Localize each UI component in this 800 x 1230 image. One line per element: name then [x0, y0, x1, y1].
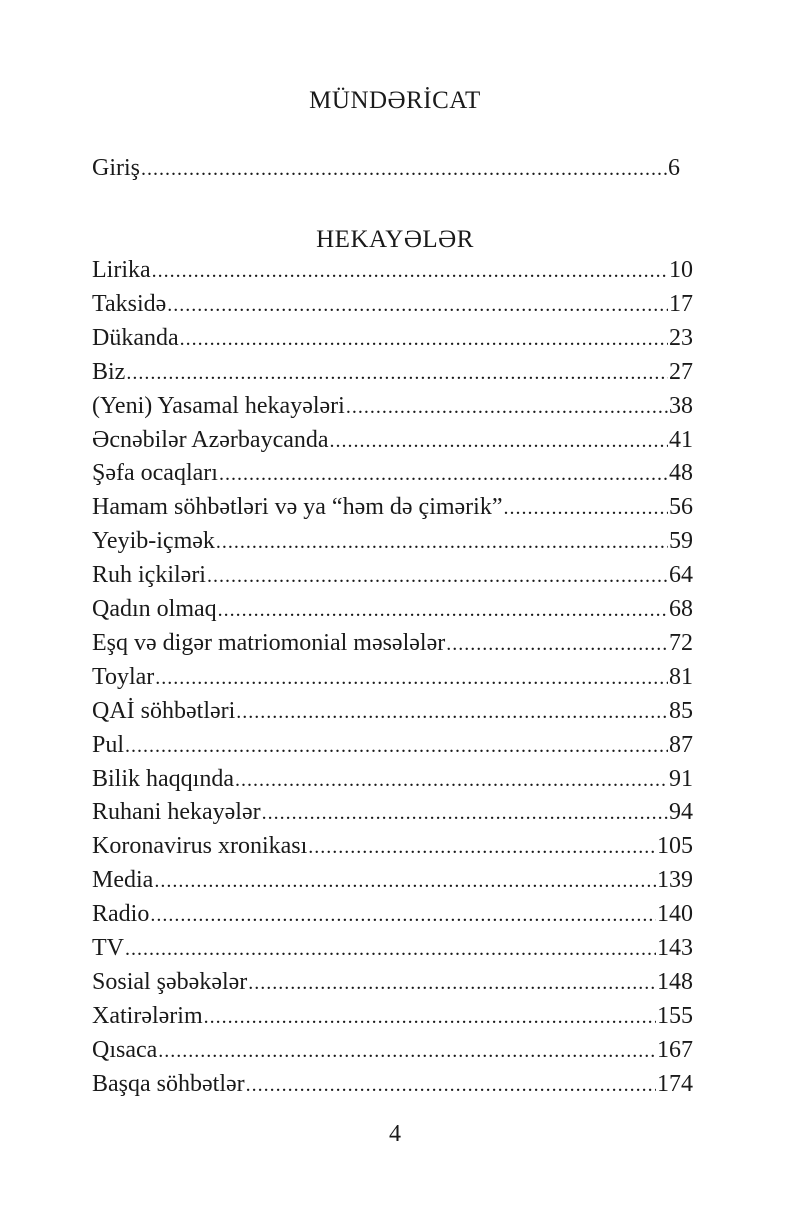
toc-entry-label: QAİ söhbətləri	[92, 697, 236, 724]
dot-leader	[126, 362, 668, 385]
dot-leader	[207, 565, 668, 588]
toc-entry-label: Media	[92, 867, 154, 894]
toc-entry[interactable]	[92, 732, 693, 764]
toc-entry-page: 64	[669, 562, 693, 589]
dot-leader	[152, 260, 668, 283]
dot-leader	[180, 328, 668, 351]
toc-entry-label: Pul	[92, 731, 125, 758]
toc-entry-page: 10	[669, 257, 693, 283]
toc-entry-page: 155	[657, 1002, 693, 1029]
toc-entry[interactable]	[92, 257, 693, 289]
toc-entry[interactable]	[92, 901, 693, 933]
toc-entry-label: Giriş	[92, 155, 140, 181]
dot-leader	[218, 599, 668, 622]
toc-entry-label: Qadın olmaq	[92, 596, 217, 622]
toc-entry-page: 41	[669, 426, 693, 453]
toc-entry-label: Ruhani hekayələr	[92, 799, 261, 826]
toc-entry[interactable]	[92, 833, 693, 865]
dot-leader	[246, 1074, 656, 1097]
dot-leader	[154, 870, 656, 893]
dot-leader	[125, 938, 656, 961]
toc-entry-label: Bilik haqqında	[92, 765, 234, 792]
toc-entry-label: Qısaca	[92, 1036, 158, 1063]
toc-entry-page: 143	[657, 935, 693, 961]
toc-entry[interactable]	[92, 1071, 693, 1103]
toc-entry[interactable]	[92, 562, 693, 594]
dot-leader	[167, 294, 668, 317]
toc-entry-page: 48	[669, 460, 693, 487]
toc-entry[interactable]	[92, 630, 693, 662]
toc-entry-label: Xatirələrim	[92, 1002, 203, 1029]
toc-entry-page: 85	[669, 697, 693, 724]
toc-entry-page: 59	[669, 528, 693, 555]
dot-leader	[262, 802, 668, 825]
toc-entry-label: Şəfa ocaqları	[92, 460, 218, 487]
toc-entry[interactable]	[92, 325, 693, 357]
toc-entry[interactable]	[92, 528, 693, 560]
toc-entry-label: Dükanda	[92, 324, 179, 351]
dot-leader	[150, 904, 656, 927]
toc-entry-label: Taksidə	[92, 290, 167, 317]
toc-entry-page: 174	[657, 1070, 693, 1097]
toc-entry[interactable]	[92, 427, 693, 459]
page-number: 4	[389, 1121, 401, 1147]
toc-entry[interactable]	[92, 291, 693, 323]
toc-entry[interactable]	[92, 698, 693, 730]
section-title: HEKAYƏLƏR	[316, 226, 474, 253]
dot-leader	[330, 430, 668, 453]
toc-entry[interactable]	[92, 1003, 693, 1035]
dot-leader	[216, 531, 668, 554]
toc-entry-page: 148	[657, 968, 693, 995]
toc-entry[interactable]	[92, 596, 693, 628]
toc-entry-page: 139	[657, 867, 693, 894]
toc-entry[interactable]	[92, 494, 693, 526]
toc-entry-label: Ruh içkiləri	[92, 562, 206, 589]
dot-leader	[155, 667, 668, 690]
dot-leader	[204, 1006, 656, 1029]
toc-entry-label: Sosial şəbəkələr	[92, 968, 248, 995]
toc-entry-label: Radio	[92, 901, 150, 928]
toc-entry[interactable]	[92, 867, 693, 899]
toc-entry-page: 81	[669, 663, 693, 690]
dot-leader	[308, 836, 656, 859]
dot-leader	[158, 1040, 656, 1063]
toc-entry-page: 91	[669, 765, 693, 792]
toc-entry-page: 105	[657, 833, 693, 860]
dot-leader	[125, 735, 668, 758]
toc-entry-page: 27	[669, 358, 693, 385]
dot-leader	[446, 633, 668, 656]
toc-entry-label: TV	[92, 935, 124, 961]
toc-entry[interactable]	[92, 799, 693, 831]
toc-entry-page: 167	[657, 1036, 693, 1063]
toc-entry[interactable]	[92, 766, 693, 798]
toc-entry-page: 23	[669, 324, 693, 351]
toc-entry-label: (Yeni) Yasamal hekayələri	[92, 392, 345, 419]
toc-entry-label: Koronavirus xronikası	[92, 833, 308, 860]
dot-leader	[248, 972, 656, 995]
page-title: MÜNDƏRİCAT	[309, 87, 481, 114]
toc-entry-page: 17	[669, 290, 693, 317]
toc-entry-page: 87	[669, 731, 693, 758]
toc-entry[interactable]	[92, 935, 693, 967]
dot-leader	[346, 396, 668, 419]
toc-entry[interactable]	[92, 359, 693, 391]
toc-entry[interactable]	[92, 393, 693, 425]
toc-entry[interactable]	[92, 664, 693, 696]
toc-entry-page: 140	[657, 901, 693, 928]
toc-entry[interactable]	[92, 969, 693, 1001]
toc-entry-page: 6	[668, 155, 680, 181]
dot-leader	[504, 497, 669, 520]
dot-leader	[236, 701, 668, 724]
toc-entry-page: 38	[669, 392, 693, 419]
toc-entry-page: 56	[669, 494, 693, 521]
toc-entry-label: Biz	[92, 358, 126, 385]
toc-entry-label: Başqa söhbətlər	[92, 1070, 245, 1097]
toc-entry[interactable]	[92, 1037, 693, 1069]
toc-entry-label: Yeyib-içmək	[92, 528, 215, 555]
toc-entry-page: 94	[669, 799, 693, 826]
dot-leader	[219, 463, 668, 486]
toc-entry-label: Eşq və digər matriomonial məsələlər	[92, 629, 446, 656]
dot-leader	[141, 158, 667, 181]
toc-entry-intro[interactable]	[92, 155, 680, 187]
toc-entry-label: Əcnəbilər Azərbaycanda	[92, 426, 329, 453]
toc-entry-page: 72	[669, 629, 693, 656]
toc-entry-label: Hamam söhbətləri və ya “həm də çimərik”	[92, 494, 503, 521]
toc-entry[interactable]	[92, 460, 693, 492]
dot-leader	[235, 769, 668, 792]
toc-entry-label: Toylar	[92, 663, 155, 690]
toc-entry-label: Lirika	[92, 257, 151, 283]
toc-entry-page: 68	[669, 596, 693, 622]
